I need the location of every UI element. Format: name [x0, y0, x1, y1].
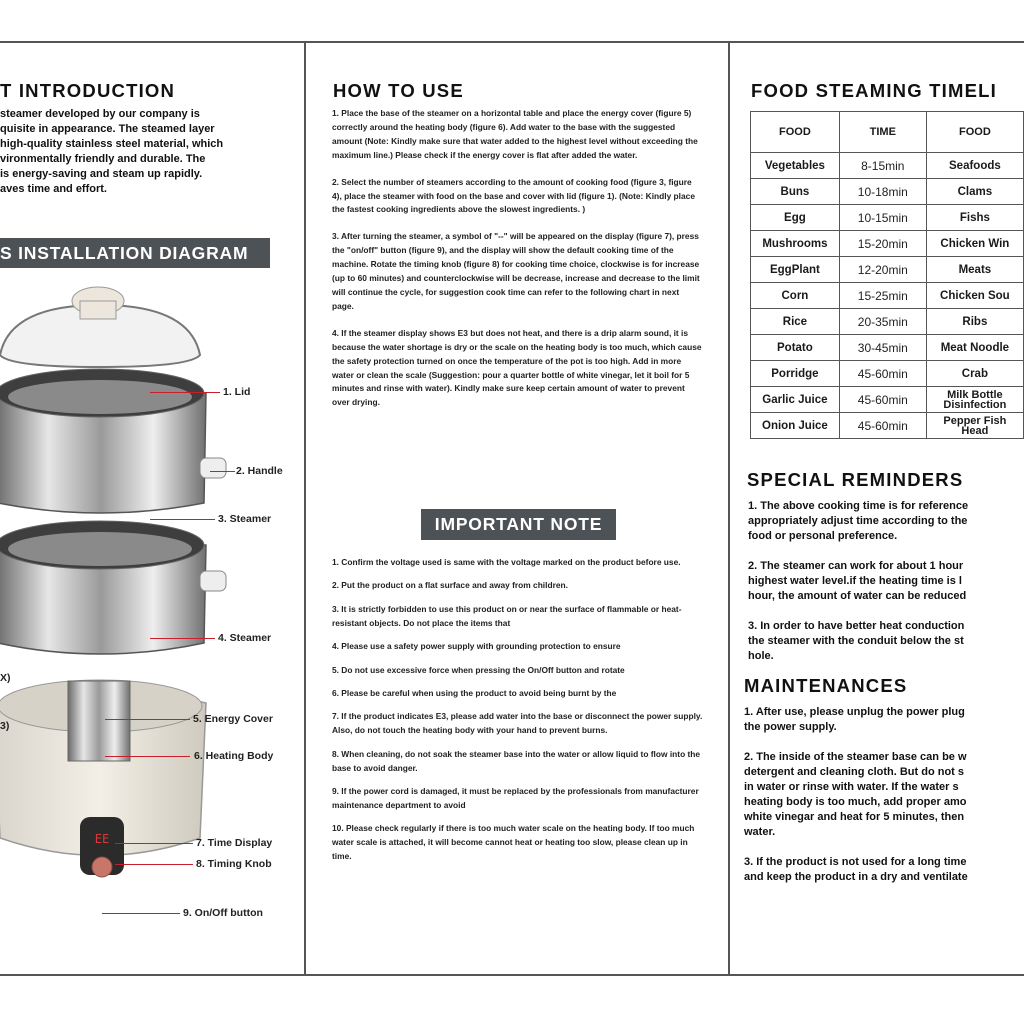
diagram-title: S INSTALLATION DIAGRAM	[0, 242, 249, 263]
table-cell-food: Milk Bottle Disinfection	[926, 387, 1023, 413]
reminder-line: food or personal preference.	[748, 530, 898, 542]
table-cell-food: Ribs	[926, 309, 1023, 335]
table-cell-food: Crab	[926, 361, 1023, 387]
step-item: 2. Select the number of steamers according to the amount of cooking food (figure 3, figure 4), place the steamer with food on the base and cover with lid (figure 1). (Note: Kindly place the fastest cooking ingredients above the slowest ingredients. )	[332, 176, 695, 215]
table-cell-food: Garlic Juice	[751, 387, 840, 413]
intro-line: vironmentally friendly and durable. The	[0, 153, 206, 165]
special-reminders-title: SPECIAL REMINDERS	[747, 469, 964, 490]
step-item: 4. If the steamer display shows E3 but does not heat, and there is a drip alarm sound, it is because the water shortage is dry or the scale on the heating body is too much, which cause the safety protection turned on once the temperature of the pot is too high. Add in more water or clean the scale (Suggestion: pour a quarter bottle of white vinegar, let it boil for 5 minutes and rinse with water). Kindly make sure keep certain amount of water to prevent over drying.	[332, 327, 702, 408]
intro-title: T INTRODUCTION	[0, 80, 176, 101]
note-item: 3. It is strictly forbidden to use this product on or near the surface of flammable or heat-resistant objects. Do not place the items that	[332, 603, 682, 628]
table-cell-food: Rice	[751, 309, 840, 335]
note-item: 4. Please use a safety power supply with grounding protection to ensure	[332, 641, 621, 652]
table-cell-food: Buns	[751, 179, 840, 205]
maintenance-line: and keep the product in a dry and ventilate	[744, 871, 968, 883]
table-cell-time: 45-60min	[839, 387, 926, 413]
how-to-use-title: HOW TO USE	[333, 80, 464, 101]
table-cell-food: EggPlant	[751, 257, 840, 283]
note-item: 9. If the power cord is damaged, it must be replaced by the professionals from manufacturer maintenance department to avoid	[332, 785, 699, 810]
table-row	[751, 361, 1024, 387]
leader-line-timing-knob	[115, 864, 193, 865]
leader-line-heating-body	[105, 756, 190, 757]
label-steamer3: 3. Steamer	[218, 513, 272, 525]
table-cell-time: 10-18min	[839, 179, 926, 205]
intro-line: quisite in appearance. The steamed layer	[0, 123, 215, 135]
step-item: 1. Place the base of the steamer on a horizontal table and place the energy cover (figure 5) correctly around the heating body (figure 6). Add water to the base with the suggested amount (Note: Kindly make sure that water added to the highest level without exceeding the maximum line.) Please check if the energy cover is flat after added the water.	[332, 108, 698, 160]
maintenance-line: white vinegar and heat for 5 minutes, then	[744, 811, 965, 823]
maintenances-title: MAINTENANCES	[744, 675, 908, 696]
table-row	[751, 309, 1024, 335]
table-cell-time: 45-60min	[839, 361, 926, 387]
label-time-display: 7. Time Display	[196, 837, 273, 849]
label-lid: 1. Lid	[223, 386, 251, 398]
table-row	[751, 231, 1024, 257]
table-cell-food: Vegetables	[751, 153, 840, 179]
heating-body	[68, 681, 130, 761]
intro-line: is energy-saving and steam up rapidly.	[0, 168, 203, 180]
maintenance-line: heating body is too much, add proper amo	[744, 796, 967, 808]
leader-line-handle	[210, 471, 235, 472]
right-panel	[730, 43, 1024, 973]
maintenance-line: the power supply.	[744, 721, 837, 733]
maintenance-line: water.	[744, 826, 776, 838]
label-onoff: 9. On/Off button	[183, 907, 263, 919]
table-cell-food: Mushrooms	[751, 231, 840, 257]
label-timing-knob: 8. Timing Knob	[196, 858, 272, 870]
note-item: 7. If the product indicates E3, please add water into the base or disconnect the power supply. Also, do not touch the heating body with your hand to prevent burns.	[332, 711, 703, 736]
step-item: 3. After turning the steamer, a symbol of "--" will be appeared on the display (figure 7), press the "on/off" button (figure 9), and the display will show the default cooking time of the machine. Rotate the timing knob (figure 8) for cooking time choice, clockwise is for increase (up to 60 minutes) and counterclockwise will be decrease, increase and decrease to the limit will continue the cycle, for suggestion cook time can refer to the following chart in next page.	[332, 231, 700, 311]
reminder-line: 2. The steamer can work for about 1 hour	[748, 560, 964, 572]
leader-line-onoff	[102, 913, 180, 914]
reminder-line: hole.	[748, 650, 774, 662]
left-panel	[0, 43, 304, 973]
intro-line: high-quality stainless steel material, which	[0, 138, 224, 150]
intro-line: aves time and effort.	[0, 183, 107, 195]
table-cell-time: 8-15min	[839, 153, 926, 179]
table-cell-food: Onion Juice	[751, 413, 840, 439]
important-note-title: IMPORTANT NOTE	[434, 514, 603, 534]
label-handle: 2. Handle	[236, 465, 283, 477]
table-cell-food: Pepper Fish Head	[926, 413, 1023, 439]
handle-bottom	[200, 571, 226, 591]
reminder-line: hour, the amount of water can be reduced	[748, 590, 967, 602]
leader-line-steamer4	[150, 638, 215, 639]
label-cut-a: X)	[0, 672, 11, 684]
maintenances	[744, 705, 1024, 885]
table-cell-time: 12-20min	[839, 257, 926, 283]
table-header: TIME	[839, 112, 926, 153]
timeline-title: FOOD STEAMING TIMELI	[751, 80, 997, 101]
diagram-banner	[0, 238, 270, 268]
table-header: FOOD	[926, 112, 1023, 153]
leader-line-energy-cover	[105, 719, 190, 720]
intro-line: steamer developed by our company is	[0, 108, 200, 120]
table-row	[751, 257, 1024, 283]
maintenance-line: detergent and cleaning cloth. But do not s	[744, 766, 965, 778]
leader-line-time-display	[115, 843, 193, 844]
reminder-line: appropriately adjust time according to the	[748, 515, 968, 527]
leader-line-lid	[150, 392, 220, 393]
intro-text	[0, 107, 300, 197]
table-cell-food: Clams	[926, 179, 1023, 205]
timing-knob	[92, 857, 112, 877]
note-item: 2. Put the product on a flat surface and away from children.	[332, 580, 568, 591]
table-cell-time: 10-15min	[839, 205, 926, 231]
label-steamer4: 4. Steamer	[218, 632, 272, 644]
table-row	[751, 387, 1024, 413]
label-energy-cover: 5. Energy Cover	[193, 713, 273, 725]
handle-top	[200, 458, 226, 478]
special-reminders	[748, 499, 1024, 664]
table-cell-food: Meats	[926, 257, 1023, 283]
reminder-line: highest water level.if the heating time is l	[748, 575, 962, 587]
note-item: 5. Do not use excessive force when pressing the On/Off button and rotate	[332, 664, 625, 675]
important-notes	[332, 556, 704, 874]
table-cell-food: Corn	[751, 283, 840, 309]
table-cell-time: 45-60min	[839, 413, 926, 439]
bottom-rule	[0, 974, 1024, 976]
how-to-use-steps	[332, 107, 702, 423]
steamer-diagram	[0, 283, 240, 903]
reminder-line: 1. The above cooking time is for reference	[748, 500, 969, 512]
maintenance-line: 2. The inside of the steamer base can be w	[744, 751, 967, 763]
table-row	[751, 205, 1024, 231]
table-cell-food: Fishs	[926, 205, 1023, 231]
label-heating-body: 6. Heating Body	[194, 750, 274, 762]
maintenance-line: 1. After use, please unplug the power plug	[744, 706, 965, 718]
table-row	[751, 413, 1024, 439]
important-note-banner	[421, 509, 616, 540]
reminder-line: the steamer with the conduit below the st	[748, 635, 964, 647]
maintenance-line: in water or rinse with water. If the water s	[744, 781, 959, 793]
table-cell-time: 15-25min	[839, 283, 926, 309]
table-cell-food: Chicken Sou	[926, 283, 1023, 309]
table-cell-time: 30-45min	[839, 335, 926, 361]
table-header-row	[751, 112, 1024, 153]
food-steaming-table	[750, 111, 1024, 439]
table-cell-food: Porridge	[751, 361, 840, 387]
reminder-line: 3. In order to have better heat conduction	[748, 620, 965, 632]
table-cell-time: 20-35min	[839, 309, 926, 335]
table-cell-food: Egg	[751, 205, 840, 231]
table-row	[751, 153, 1024, 179]
note-item: 6. Please be careful when using the product to avoid being burnt by the	[332, 687, 617, 698]
display-digits: EE	[94, 832, 110, 846]
table-cell-food: Chicken Win	[926, 231, 1023, 257]
middle-panel	[306, 43, 728, 973]
note-item: 8. When cleaning, do not soak the steamer base into the water or allow liquid to flow into the base to avoid danger.	[332, 748, 701, 773]
table-row	[751, 283, 1024, 309]
table-row	[751, 335, 1024, 361]
table-cell-food: Potato	[751, 335, 840, 361]
note-item: 1. Confirm the voltage used is same with the voltage marked on the product before use.	[332, 557, 681, 567]
leader-line-steamer3	[150, 519, 215, 520]
table-header: FOOD	[751, 112, 840, 153]
maintenance-line: 3. If the product is not used for a long time	[744, 856, 967, 868]
table-cell-food: Meat Noodle	[926, 335, 1023, 361]
table-cell-time: 15-20min	[839, 231, 926, 257]
table-cell-food: Seafoods	[926, 153, 1023, 179]
table-row	[751, 179, 1024, 205]
note-item: 10. Please check regularly if there is too much water scale on the heating body. If too much water scale is attached, it will become cannot heat or heating too slow, please clean up in time.	[332, 823, 695, 862]
label-cut-b: 3)	[0, 720, 10, 732]
